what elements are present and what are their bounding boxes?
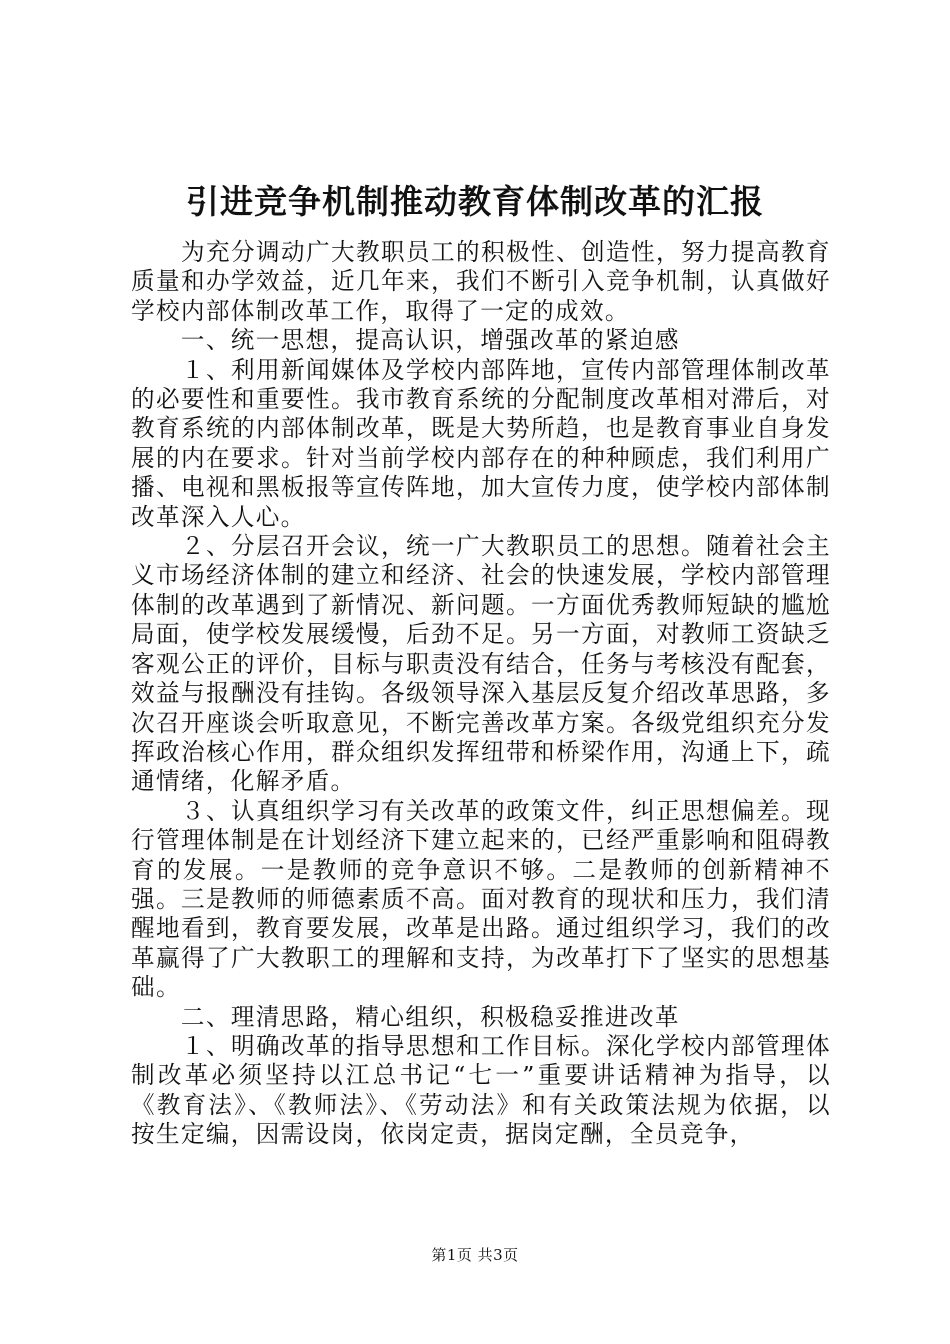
section-heading-1: 一、统一思想，提高认识，增强改革的紧迫感 [131, 326, 680, 355]
page-footer: 第1页 共3页 [431, 1246, 519, 1264]
intro-paragraph: 为充分调动广大教职员工的积极性、创造性，努力提高教育质量和办学效益，近几年来，我们不断引入竞争机制，认真做好学校内部体制改革工作，取得了一定的成效。 [131, 238, 831, 325]
section-heading-2: 二、理清思路，精心组织，积极稳妥推进改革 [131, 1002, 680, 1031]
paragraph-1-3: ３、认真组织学习有关改革的政策文件，纠正思想偏差。现行管理体制是在计划经济下建立起来的，已经严重影响和阻碍教育的发展。一是教师的竞争意识不够。二是教师的创新精神不强。三是教师的师德素质不高。面对教育的现状和压力，我们清醒地看到，教育要发展，改革是出路。通过组织学习，我们的改革赢得了广大教职工的理解和支持，为改革打下了坚实的思想基础。 [131, 796, 831, 1002]
paragraph-2-1: １、明确改革的指导思想和工作目标。深化学校内部管理体制改革必须坚持以江总书记“七一”重要讲话精神为指导，以《教育法》、《教师法》、《劳动法》和有关政策法规为依据，以按生定编，因需设岗，依岗定责，据岗定酬，全员竞争， [131, 1031, 831, 1149]
paragraph-1-2: ２、分层召开会议，统一广大教职员工的思想。随着社会主义市场经济体制的建立和经济、社会的快速发展，学校内部管理体制的改革遇到了新情况、新问题。一方面优秀教师短缺的尴尬局面，使学校发展缓慢，后劲不足。另一方面，对教师工资缺乏客观公正的评价，目标与职责没有结合，任务与考核没有配套，效益与报酬没有挂钩。各级领导深入基层反复介绍改革思路，多次召开座谈会听取意见，不断完善改革方案。各级党组织充分发挥政治核心作用，群众组织发挥纽带和桥梁作用，沟通上下，疏通情绪，化解矛盾。 [131, 532, 831, 796]
document-title: 引进竞争机制推动教育体制改革的汇报 [186, 182, 764, 221]
document-body [131, 238, 831, 1150]
paragraph-1-1: １、利用新闻媒体及学校内部阵地，宣传内部管理体制改革的必要性和重要性。我市教育系统的分配制度改革相对滞后，对教育系统的内部体制改革，既是大势所趋，也是教育事业自身发展的内在要求。针对当前学校内部存在的种种顾虑，我们利用广播、电视和黑板报等宣传阵地，加大宣传力度，使学校内部体制改革深入人心。 [131, 355, 831, 531]
